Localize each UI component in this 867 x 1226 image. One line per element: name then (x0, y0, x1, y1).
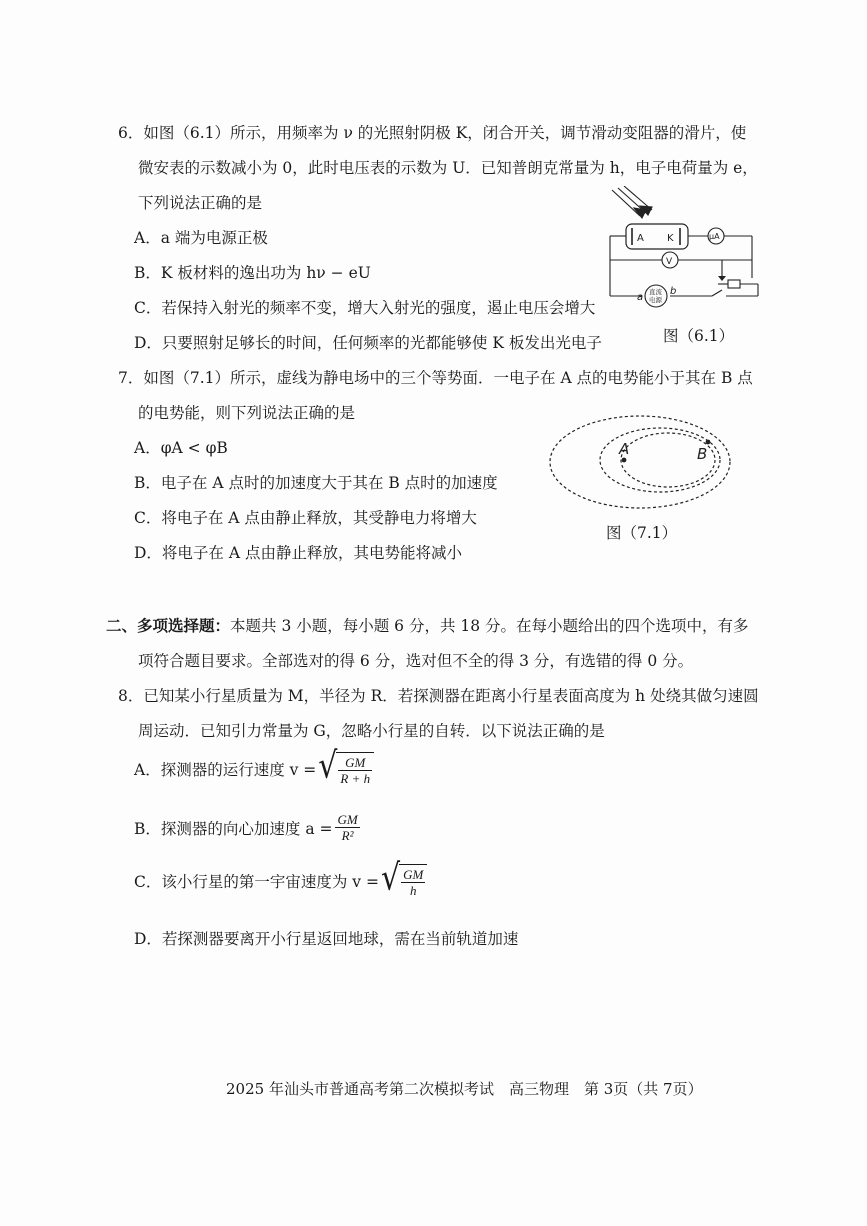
circuit-diagram (600, 186, 770, 314)
microammeter-label: μA (709, 232, 720, 241)
terminal-a-label: a (637, 292, 644, 303)
frac-b-numerator: GM (337, 812, 358, 827)
frac-a-numerator: GM (338, 755, 372, 771)
terminal-b-label: b (670, 286, 677, 297)
q7-line-2: 的电势能，则下列说法正确的是 (138, 404, 356, 422)
cathode-label: K (667, 233, 674, 244)
q6-line-3: 下列说法正确的是 (138, 194, 263, 212)
q6-line-1: 6．如图（6.1）所示，用频率为 ν 的光照射阴极 K，闭合开关，调节滑动变阻器的滑片，使 (118, 124, 747, 142)
q8-option-b (134, 812, 360, 843)
page-footer: 2025 年汕头市普通高考第二次模拟考试 高三物理 第 3页（共 7页） (226, 1080, 703, 1098)
q7-option-b: B．电子在 A 点时的加速度大于其在 B 点时的加速度 (134, 474, 498, 492)
sqrt-a (318, 745, 374, 787)
radical-sign: √ (380, 857, 401, 899)
voltmeter-label: V (666, 257, 673, 267)
figure-7-1-caption: 图（7.1） (606, 524, 678, 542)
q7-line-1: 7．如图（7.1）所示，虚线为静电场中的三个等势面．一电子在 A 点的电势能小于其在 B 点 (118, 369, 753, 387)
section-2-text-1: 本题共 3 小题，每小题 6 分，共 18 分。在每小题给出的四个选项中，有多 (230, 617, 749, 635)
sqrt-c (380, 857, 427, 899)
q8-option-c (134, 857, 427, 899)
q8-option-a (134, 745, 374, 787)
q8-option-c-text: C．该小行星的第一宇宙速度为 v = (134, 873, 379, 891)
q6-option-b: B．K 板材料的逸出功为 hν − eU (134, 264, 371, 282)
q8-option-d: D．若探测器要离开小行星返回地球，需在当前轨道加速 (134, 930, 519, 948)
q8-line-1: 8．已知某小行星质量为 M，半径为 R．若探测器在距离小行星表面高度为 h 处绕其做匀速圆 (118, 687, 759, 705)
q8-line-2: 周运动．已知引力常量为 G，忽略小行星的自转．以下说法正确的是 (138, 722, 605, 740)
section-2-line-2: 项符合题目要求。全部选对的得 6 分，选对但不全的得 3 分，有选错的得 0 分。 (138, 652, 694, 670)
q8-option-b-text: B．探测器的向心加速度 a = (134, 819, 333, 838)
point-a-label: A (619, 440, 630, 458)
q6-line-2: 微安表的示数减小为 0，此时电压表的示数为 U．已知普朗克常量为 h，电子电荷量为 e， (138, 159, 758, 177)
frac-b-denominator: R² (341, 828, 354, 843)
q6-option-c: C．若保持入射光的频率不变，增大入射光的强度，遏止电压会增大 (134, 299, 596, 317)
figure-6-1-caption: 图（6.1） (663, 327, 735, 345)
anode-label: A (637, 233, 644, 244)
radical-sign: √ (318, 745, 338, 787)
section-2-line-1 (106, 614, 749, 636)
frac-a-denominator: R + h (340, 771, 371, 786)
q6-option-a: A．a 端为电源正极 (134, 229, 268, 247)
frac-c-denominator: h (409, 883, 417, 898)
q6-option-d: D．只要照射足够长的时间，任何频率的光都能够使 K 板发出光电子 (134, 334, 602, 352)
point-b-label: B (697, 445, 708, 463)
point-a-dot (622, 458, 627, 463)
q7-option-c: C．将电子在 A 点由静止释放，其受静电力将增大 (134, 509, 477, 527)
q7-option-d: D．将电子在 A 点由静止释放，其电势能将减小 (134, 544, 462, 562)
equipotential-diagram (546, 412, 738, 512)
q8-option-a-text: A．探测器的运行速度 v = (134, 761, 317, 779)
source-label-1: 直流 (649, 288, 662, 296)
point-b-dot (706, 440, 711, 445)
q7-option-a: A．φA < φB (134, 439, 228, 457)
frac-c-numerator: GM (403, 867, 424, 882)
section-2-title: 二、多项选择题： (106, 616, 231, 635)
source-label-2: 电源 (649, 296, 662, 304)
